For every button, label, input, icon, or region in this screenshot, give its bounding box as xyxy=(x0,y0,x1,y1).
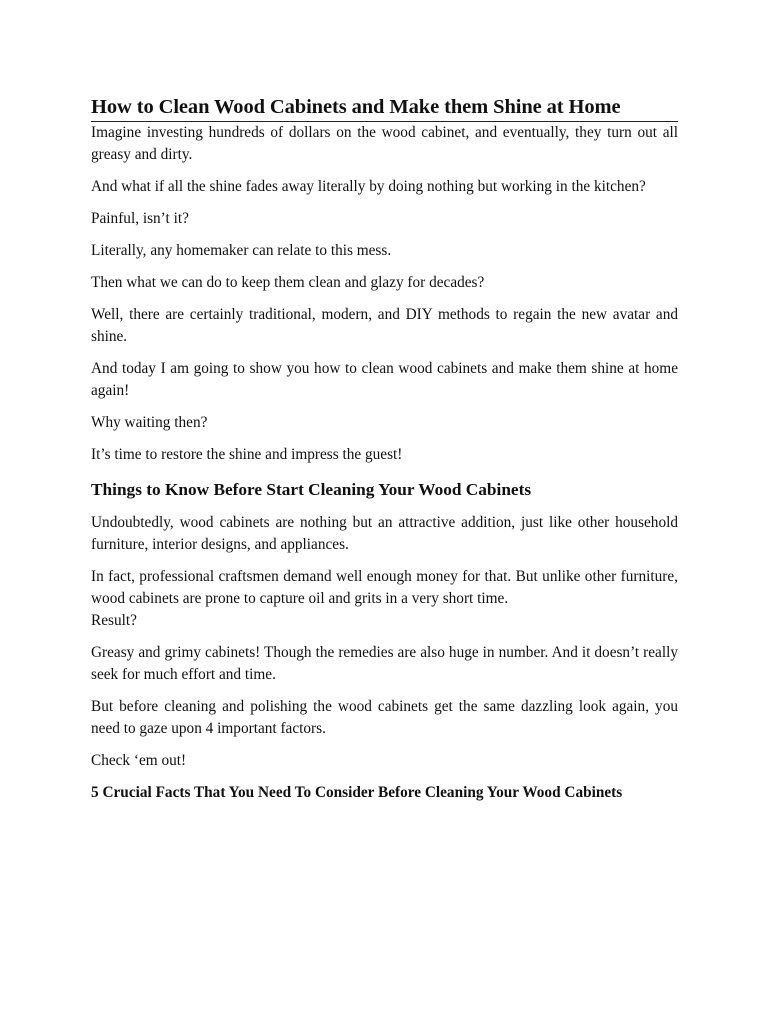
intro-paragraph: Why waiting then? xyxy=(91,414,208,431)
intro-paragraph: It’s time to restore the shine and impress the guest! xyxy=(91,446,403,463)
section-paragraph: Greasy and grimy cabinets! Though the remedies are also huge in number. And it doesn’t really seek for much effort and time. xyxy=(91,644,678,683)
section-heading: Things to Know Before Start Cleaning Your Wood Cabinets xyxy=(91,480,532,499)
intro-paragraph: Literally, any homemaker can relate to this mess. xyxy=(91,242,392,259)
intro-paragraph: And what if all the shine fades away literally by doing nothing but working in the kitchen? xyxy=(91,178,646,195)
subsection-heading: 5 Crucial Facts That You Need To Consider Before Cleaning Your Wood Cabinets xyxy=(91,784,623,801)
intro-paragraph: And today I am going to show you how to clean wood cabinets and make them shine at home again! xyxy=(91,360,678,399)
section-paragraph: In fact, professional craftsmen demand well enough money for that. But unlike other furniture, wood cabinets are prone to capture oil and grits in a very short time. xyxy=(91,568,678,607)
document-page xyxy=(91,94,678,804)
intro-paragraph: Then what we can do to keep them clean and glazy for decades? xyxy=(91,274,485,291)
intro-paragraph: Painful, isn’t it? xyxy=(91,210,189,227)
section-paragraph: Undoubtedly, wood cabinets are nothing but an attractive addition, just like other household furniture, interior designs, and appliances. xyxy=(91,514,678,553)
section-paragraph: Result? xyxy=(91,612,137,629)
section-paragraph: But before cleaning and polishing the wood cabinets get the same dazzling look again, you need to gaze upon 4 important factors. xyxy=(91,698,678,737)
document-title: How to Clean Wood Cabinets and Make them Shine at Home xyxy=(91,94,678,122)
intro-paragraph: Well, there are certainly traditional, modern, and DIY methods to regain the new avatar and shine. xyxy=(91,306,678,345)
section-paragraph: Check ‘em out! xyxy=(91,752,187,769)
intro-paragraph: Imagine investing hundreds of dollars on the wood cabinet, and eventually, they turn out all greasy and dirty. xyxy=(91,124,678,163)
